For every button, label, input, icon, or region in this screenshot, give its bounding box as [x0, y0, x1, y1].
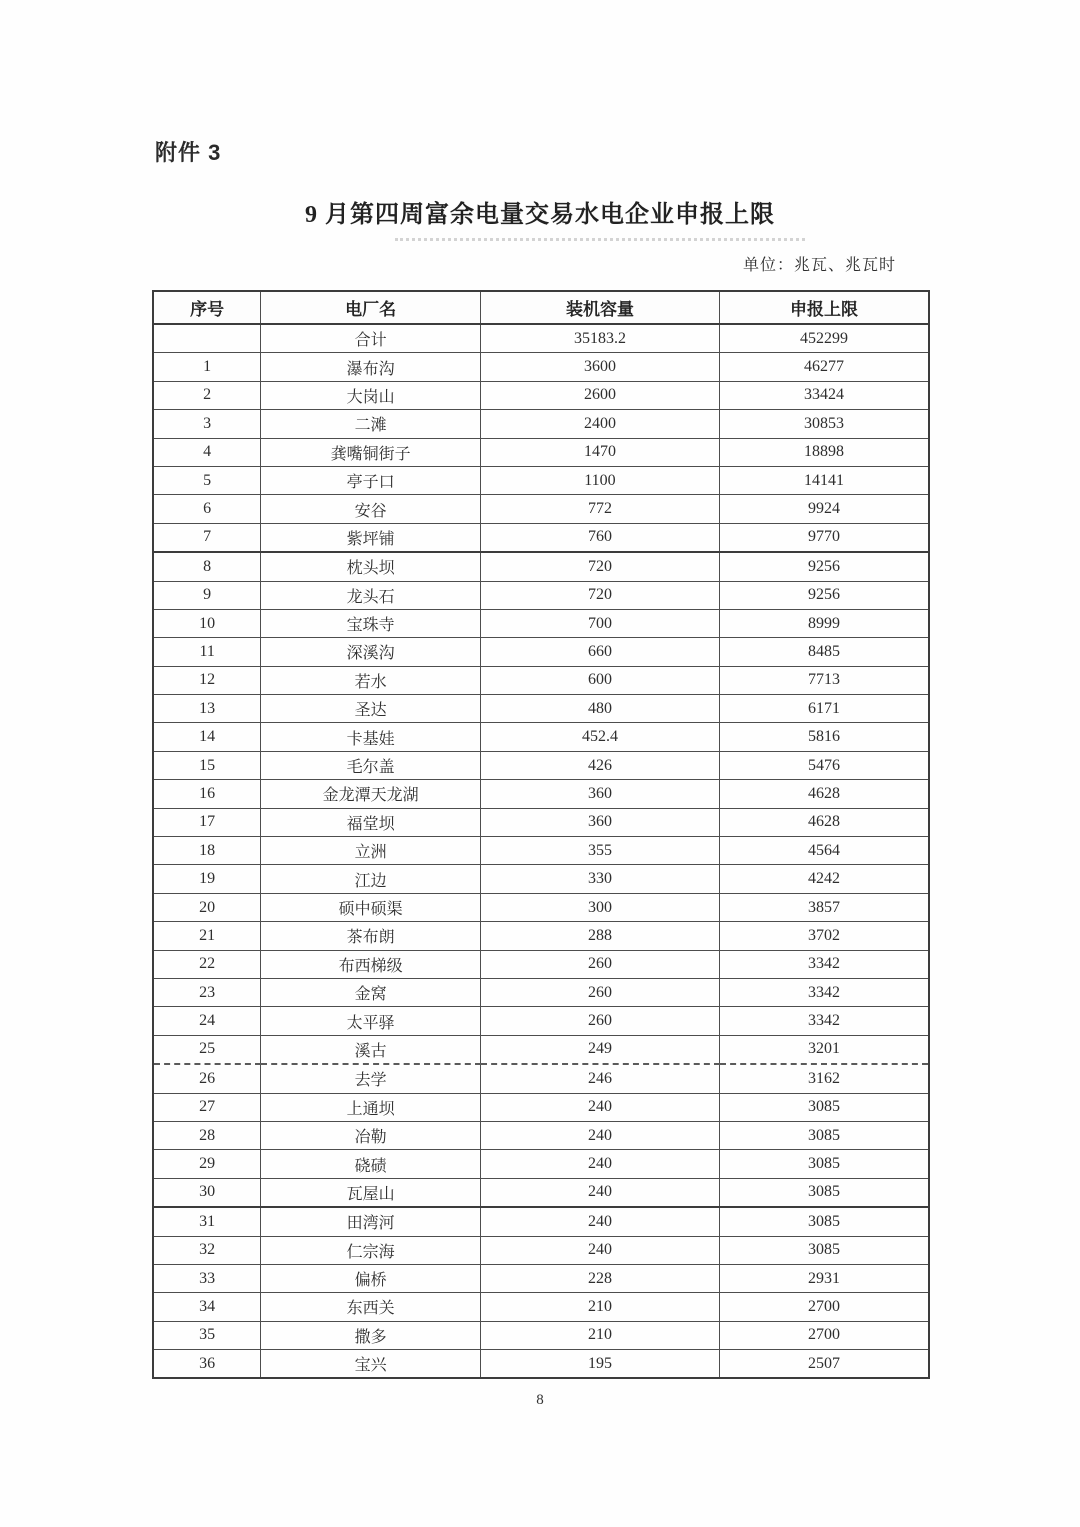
table-cell: 二滩	[261, 410, 481, 438]
table-cell: 480	[480, 695, 719, 723]
table-cell: 16	[153, 780, 261, 808]
table-cell: 6171	[719, 695, 929, 723]
table-cell: 31	[153, 1207, 261, 1236]
table-cell: 深溪沟	[261, 638, 481, 666]
table-cell: 19	[153, 865, 261, 893]
table-row	[153, 666, 929, 694]
table-body	[153, 324, 929, 1378]
table-row	[153, 780, 929, 808]
table-cell: 金窝	[261, 978, 481, 1006]
table-cell: 22	[153, 950, 261, 978]
table-cell: 33424	[719, 381, 929, 409]
table-cell: 12	[153, 666, 261, 694]
table-cell: 3342	[719, 1007, 929, 1035]
table-cell: 720	[480, 581, 719, 609]
table-row	[153, 1178, 929, 1207]
table-cell: 30853	[719, 410, 929, 438]
column-header-declaration-limit: 申报上限	[719, 291, 929, 324]
table-cell: 东西关	[261, 1293, 481, 1321]
table-cell: 9770	[719, 523, 929, 552]
table-cell: 288	[480, 922, 719, 950]
table-cell: 4628	[719, 808, 929, 836]
table-cell: 452299	[719, 324, 929, 353]
table-row	[153, 495, 929, 523]
table-cell: 355	[480, 837, 719, 865]
table-cell: 700	[480, 609, 719, 637]
table-row	[153, 581, 929, 609]
table-row	[153, 466, 929, 494]
table-cell: 20	[153, 893, 261, 921]
table-cell: 江边	[261, 865, 481, 893]
table-cell: 3085	[719, 1236, 929, 1264]
table-cell: 600	[480, 666, 719, 694]
table-cell: 720	[480, 552, 719, 581]
table-cell: 3085	[719, 1178, 929, 1207]
table-header	[153, 291, 929, 324]
table-cell: 46277	[719, 353, 929, 381]
table-cell: 冶勒	[261, 1121, 481, 1149]
table-cell: 300	[480, 893, 719, 921]
table-cell: 9	[153, 581, 261, 609]
table-row	[153, 523, 929, 552]
table-cell: 溪古	[261, 1035, 481, 1064]
page-number: 8	[536, 1392, 544, 1408]
table-cell: 18898	[719, 438, 929, 466]
table-cell: 4242	[719, 865, 929, 893]
table-cell: 茶布朗	[261, 922, 481, 950]
table-cell: 14141	[719, 466, 929, 494]
table-cell: 2931	[719, 1264, 929, 1292]
table-cell: 246	[480, 1064, 719, 1093]
table-cell: 260	[480, 978, 719, 1006]
table-cell: 36	[153, 1350, 261, 1379]
table-cell: 撒多	[261, 1321, 481, 1349]
table-row	[153, 552, 929, 581]
table-cell: 760	[480, 523, 719, 552]
table-cell: 240	[480, 1207, 719, 1236]
table-cell: 3342	[719, 978, 929, 1006]
table-cell: 7	[153, 523, 261, 552]
table-cell: 田湾河	[261, 1207, 481, 1236]
scan-artifact-line	[395, 238, 805, 241]
table-row	[153, 695, 929, 723]
table-cell: 卡基娃	[261, 723, 481, 751]
table-cell: 4	[153, 438, 261, 466]
table-row	[153, 751, 929, 779]
table-cell: 6	[153, 495, 261, 523]
table-row	[153, 922, 929, 950]
table-cell: 11	[153, 638, 261, 666]
table-cell: 3085	[719, 1093, 929, 1121]
table-row	[153, 1293, 929, 1321]
table-row	[153, 381, 929, 409]
table-cell: 8485	[719, 638, 929, 666]
table-row	[153, 638, 929, 666]
table-cell	[153, 324, 261, 353]
table-cell: 3085	[719, 1121, 929, 1149]
table-cell: 14	[153, 723, 261, 751]
table-cell: 3702	[719, 922, 929, 950]
table-cell: 立洲	[261, 837, 481, 865]
table-cell: 9256	[719, 581, 929, 609]
table-cell: 772	[480, 495, 719, 523]
table-row	[153, 410, 929, 438]
table-cell: 260	[480, 950, 719, 978]
attachment-label: 附件 3	[155, 140, 222, 165]
table-cell: 7713	[719, 666, 929, 694]
table-cell: 660	[480, 638, 719, 666]
table-cell: 8999	[719, 609, 929, 637]
table-cell: 大岗山	[261, 381, 481, 409]
table-cell: 195	[480, 1350, 719, 1379]
table-row	[153, 324, 929, 353]
column-header-plant-name: 电厂名	[261, 291, 481, 324]
table-cell: 228	[480, 1264, 719, 1292]
table-cell: 2700	[719, 1293, 929, 1321]
table-cell: 240	[480, 1121, 719, 1149]
table-row	[153, 353, 929, 381]
table-cell: 去学	[261, 1064, 481, 1093]
table-cell: 合计	[261, 324, 481, 353]
table-cell: 宝兴	[261, 1350, 481, 1379]
table-cell: 35183.2	[480, 324, 719, 353]
table-cell: 2600	[480, 381, 719, 409]
table-cell: 17	[153, 808, 261, 836]
table-cell: 福堂坝	[261, 808, 481, 836]
table-cell: 5	[153, 466, 261, 494]
table-row	[153, 438, 929, 466]
table-cell: 23	[153, 978, 261, 1006]
table-cell: 240	[480, 1178, 719, 1207]
table-cell: 2400	[480, 410, 719, 438]
table-cell: 5476	[719, 751, 929, 779]
table-cell: 240	[480, 1150, 719, 1178]
table-cell: 8	[153, 552, 261, 581]
table-cell: 360	[480, 808, 719, 836]
table-cell: 249	[480, 1035, 719, 1064]
table-cell: 仁宗海	[261, 1236, 481, 1264]
declaration-limit-table	[152, 290, 930, 1379]
table-row	[153, 1150, 929, 1178]
table-row	[153, 1264, 929, 1292]
table-cell: 瓦屋山	[261, 1178, 481, 1207]
table-cell: 金龙潭天龙湖	[261, 780, 481, 808]
table-cell: 426	[480, 751, 719, 779]
table-cell: 360	[480, 780, 719, 808]
table-cell: 210	[480, 1293, 719, 1321]
table-row	[153, 1350, 929, 1379]
table-cell: 28	[153, 1121, 261, 1149]
table-cell: 240	[480, 1093, 719, 1121]
table-cell: 13	[153, 695, 261, 723]
table-cell: 10	[153, 609, 261, 637]
table-row	[153, 1236, 929, 1264]
table-cell: 210	[480, 1321, 719, 1349]
table-row	[153, 865, 929, 893]
table-cell: 21	[153, 922, 261, 950]
table-row	[153, 978, 929, 1006]
table-cell: 5816	[719, 723, 929, 751]
table-cell: 1	[153, 353, 261, 381]
table-cell: 3342	[719, 950, 929, 978]
table-cell: 硕中硕渠	[261, 893, 481, 921]
table-cell: 27	[153, 1093, 261, 1121]
table-cell: 硗碛	[261, 1150, 481, 1178]
table-cell: 15	[153, 751, 261, 779]
table-row	[153, 1121, 929, 1149]
table-header-row	[153, 291, 929, 324]
column-header-installed-capacity: 装机容量	[480, 291, 719, 324]
table-cell: 4628	[719, 780, 929, 808]
table-cell: 太平驿	[261, 1007, 481, 1035]
table-cell: 330	[480, 865, 719, 893]
table-cell: 26	[153, 1064, 261, 1093]
table-cell: 上通坝	[261, 1093, 481, 1121]
table-cell: 29	[153, 1150, 261, 1178]
table-row	[153, 1035, 929, 1064]
table-row	[153, 837, 929, 865]
table-cell: 32	[153, 1236, 261, 1264]
table-cell: 亭子口	[261, 466, 481, 494]
table-cell: 龚嘴铜街子	[261, 438, 481, 466]
table-cell: 3085	[719, 1150, 929, 1178]
table-cell: 3600	[480, 353, 719, 381]
table-cell: 240	[480, 1236, 719, 1264]
table-cell: 3201	[719, 1035, 929, 1064]
table-cell: 35	[153, 1321, 261, 1349]
table-cell: 3162	[719, 1064, 929, 1093]
column-header-index: 序号	[153, 291, 261, 324]
table-cell: 34	[153, 1293, 261, 1321]
table-cell: 9924	[719, 495, 929, 523]
table-cell: 枕头坝	[261, 552, 481, 581]
table-cell: 龙头石	[261, 581, 481, 609]
table-cell: 3085	[719, 1207, 929, 1236]
table-cell: 260	[480, 1007, 719, 1035]
table-cell: 紫坪铺	[261, 523, 481, 552]
table-cell: 33	[153, 1264, 261, 1292]
unit-note: 单位：兆瓦、兆瓦时	[742, 257, 896, 274]
table-cell: 3	[153, 410, 261, 438]
table-cell: 偏桥	[261, 1264, 481, 1292]
table-row	[153, 950, 929, 978]
table-cell: 若水	[261, 666, 481, 694]
table-cell: 1100	[480, 466, 719, 494]
table-cell: 宝珠寺	[261, 609, 481, 637]
table-cell: 452.4	[480, 723, 719, 751]
table-cell: 2507	[719, 1350, 929, 1379]
table-row	[153, 1321, 929, 1349]
table-row	[153, 893, 929, 921]
table-row	[153, 723, 929, 751]
table-cell: 4564	[719, 837, 929, 865]
table-cell: 25	[153, 1035, 261, 1064]
table-cell: 30	[153, 1178, 261, 1207]
table-cell: 18	[153, 837, 261, 865]
table-row	[153, 808, 929, 836]
table-row	[153, 1093, 929, 1121]
table-cell: 3857	[719, 893, 929, 921]
table-cell: 2700	[719, 1321, 929, 1349]
table-row	[153, 609, 929, 637]
table-row	[153, 1007, 929, 1035]
table-cell: 安谷	[261, 495, 481, 523]
table-cell: 布西梯级	[261, 950, 481, 978]
table-row	[153, 1064, 929, 1093]
table-cell: 毛尔盖	[261, 751, 481, 779]
table-cell: 2	[153, 381, 261, 409]
table-cell: 瀑布沟	[261, 353, 481, 381]
table-cell: 1470	[480, 438, 719, 466]
table-cell: 圣达	[261, 695, 481, 723]
table-cell: 24	[153, 1007, 261, 1035]
table-cell: 9256	[719, 552, 929, 581]
table-row	[153, 1207, 929, 1236]
page-title: 9 月第四周富余电量交易水电企业申报上限	[305, 202, 775, 228]
